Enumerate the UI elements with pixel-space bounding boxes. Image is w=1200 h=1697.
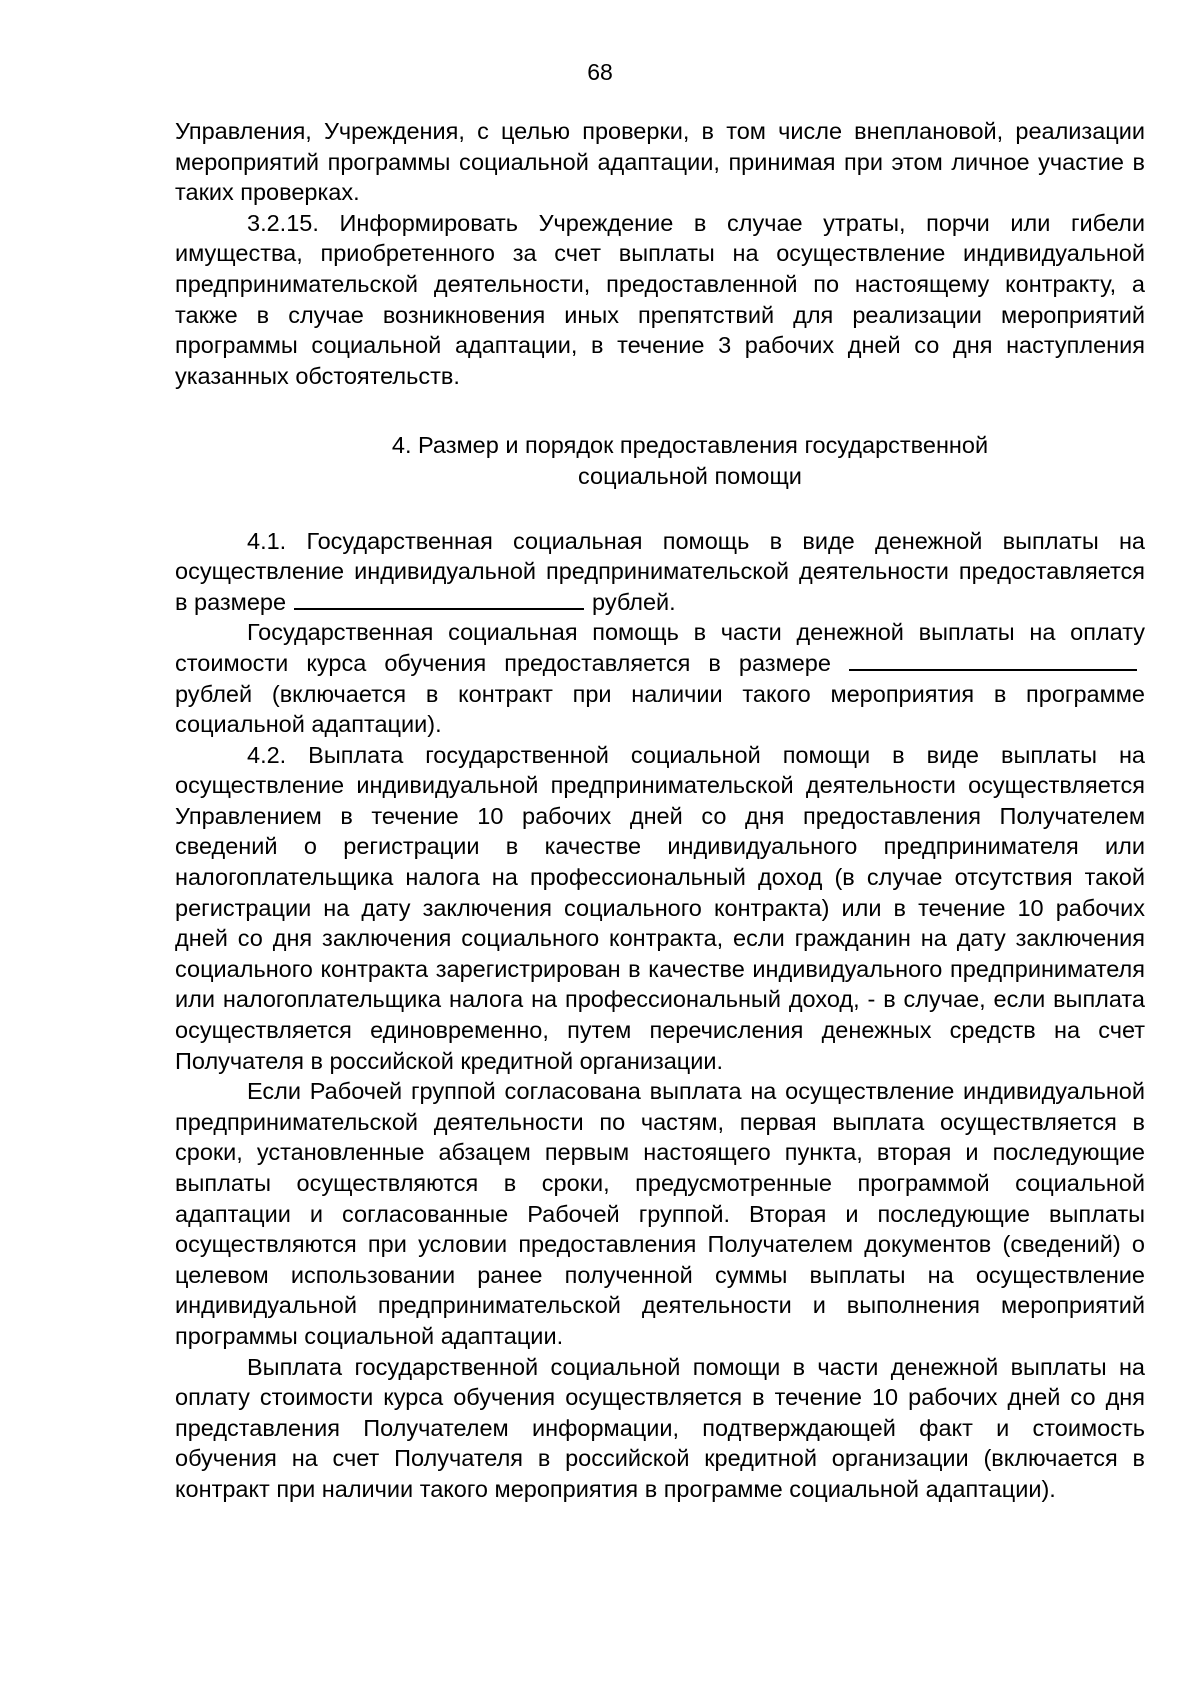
page-number: 68	[587, 59, 613, 85]
paragraph-training-payment	[175, 617, 1145, 739]
paragraph-installments: Если Рабочей группой согласована выплата на осуществление индивидуальной предпринимательской деятельности по частям, первая выплата осуществляется в сроки, установленные абзацем первым настоящего пункта, вторая и последующие выплаты осуществляются в сроки, предусмотренные программой социальной адаптации и согласованные Рабочей группой. Вторая и последующие выплаты осуществляются при условии предоставления Получателем документов (сведений) о целевом использовании ранее полученной суммы выплаты на осуществление индивидуальной предпринимательской деятельности и выполнения мероприятий программы социальной адаптации.	[175, 1078, 1145, 1349]
paragraph-training-payout: Выплата государственной социальной помощи в части денежной выплаты на оплату стоимости курса обучения осуществляется в течение 10 рабочих дней со дня представления Получателем информации, подтверждающей факт и стоимость обучения на счет Получателя в российской кредитной организации (включается в контракт при наличии такого мероприятия в программе социальной адаптации).	[175, 1353, 1145, 1502]
paragraph-4-1-unit: рублей.	[592, 588, 676, 615]
section-heading-line-1: 4. Размер и порядок предоставления государственной	[391, 432, 989, 459]
paragraph-training-unit: рублей (включается в контракт при наличии такого мероприятия в программе социальной адаптации).	[175, 680, 1145, 738]
paragraph-3-2-15: 3.2.15. Информировать Учреждение в случае утраты, порчи или гибели имущества, приобретенного за счет выплаты на осуществление индивидуальной предпринимательской деятельности, предоставленной по настоящему контракту, а также в случае возникновения иных препятствий для реализации мероприятий программы социальной адаптации, в течение 3 рабочих дней со дня наступления указанных обстоятельств.	[175, 209, 1145, 389]
paragraph-4-1-text: 4.1. Государственная социальная помощь в виде денежной выплаты на осуществление индивидуальной предпринимательской деятельности предоставляется в размере	[175, 527, 1145, 615]
section-heading-line-2: социальной помощи	[578, 462, 802, 489]
training-amount-blank-line	[849, 649, 1137, 671]
amount-blank-line	[294, 588, 584, 610]
paragraph-4-1	[175, 526, 1145, 618]
paragraph-continuation: Управления, Учреждения, с целью проверки, в том числе внеплановой, реализации мероприятий программы социальной адаптации, принимая при этом личное участие в таких проверках.	[175, 118, 1145, 206]
section-heading	[175, 430, 1145, 491]
paragraph-4-2: 4.2. Выплата государственной социальной помощи в виде выплаты на осуществление индивидуальной предпринимательской деятельности осуществляется Управлением в течение 10 рабочих дней со дня предоставления Получателем сведений о регистрации в качестве индивидуального предпринимателя или налогоплательщика налога на профессиональный доход (в случае отсутствия такой регистрации на дату заключения социального контракта) или в течение 10 рабочих дней со дня заключения социального контракта, если гражданин на дату заключения социального контракта зарегистрирован в качестве индивидуального предпринимателя или налогоплательщика налога на профессиональный доход, - в случае, если выплата осуществляется единовременно, путем перечисления денежных средств на счет Получателя в российской кредитной организации.	[175, 741, 1145, 1074]
document-body	[175, 116, 1145, 1505]
paragraph-training-text: Государственная социальная помощь в части денежной выплаты на оплату стоимости курса обучения предоставляется в размере	[175, 619, 1145, 676]
